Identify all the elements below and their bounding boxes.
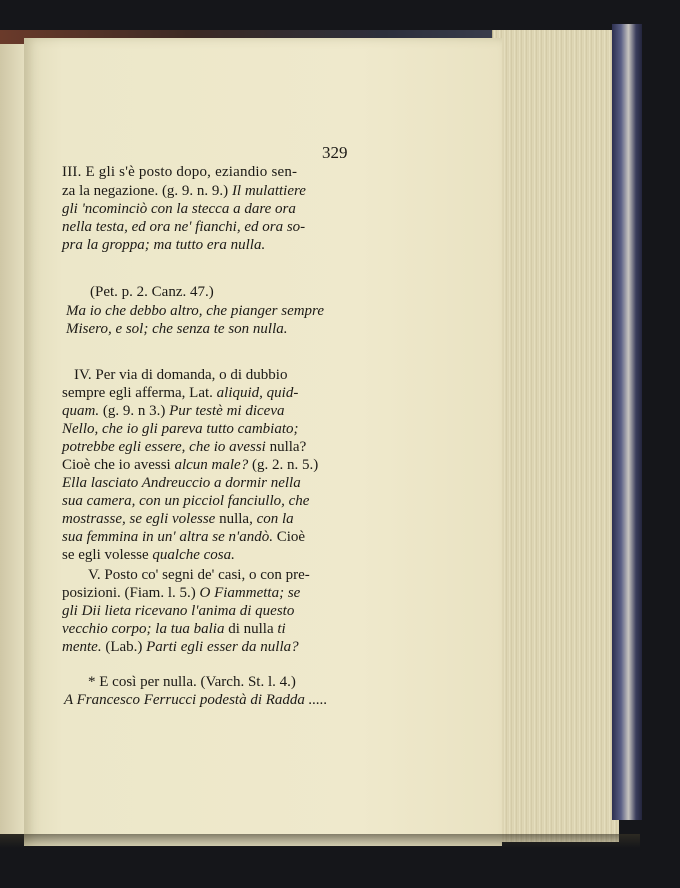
section-iv-line-2: sempre egli afferma, Lat. aliquid, quid- [62,385,299,401]
page-block-edges [492,30,619,842]
section-v-line-2: posizioni. (Fiam. l. 5.) O Fiammetta; se [62,585,301,601]
left-page-sliver [0,44,27,834]
section-iv-line-10: sua femmina in un' altra se n'andò. Cioè [62,529,306,545]
section-v-line-4: vecchio corpo; la tua balia di nulla ti [62,621,286,637]
quote-reference: (Pet. p. 2. Canz. 47.) [90,284,214,300]
footnote-line-2: A Francesco Ferrucci podestà di Radda ..... [64,692,328,708]
section-iv-line-6: Cioè che io avessi alcun male? (g. 2. n. 5.) [62,457,319,473]
quote-verse-1: Ma io che debbo altro, che pianger sempre [66,303,324,319]
section-iv-line-5: potrebbe egli essere, che io avessi nulla? [62,439,307,455]
section-iv-line-11: se egli volesse qualche cosa. [62,547,235,563]
bottom-shadow [0,834,640,848]
section-iii-line-4: nella testa, ed ora ne' fianchi, ed ora so- [62,219,306,235]
section-v-line-5: mente. (Lab.) Parti egli esser da nulla? [62,639,299,655]
footnote-line-1: * E così per nulla. (Varch. St. l. 4.) [88,674,296,690]
section-iii-line-2: za la negazione. (g. 9. n. 9.) Il mulattiere [62,183,306,199]
page-number: 329 [322,143,348,162]
section-iv-line-1: IV. Per via di domanda, o di dubbio [74,367,288,383]
section-iii-line-5: pra la groppa; ma tutto era nulla. [62,237,266,253]
section-v-line-1: V. Posto co' segni de' casi, o con pre- [88,567,310,583]
section-iii-line-1: III. E gli s'è posto dopo, eziandio sen- [62,164,298,180]
section-iv-line-8: sua camera, con un picciol fanciullo, che [62,493,310,509]
section-iv-line-7: Ella lasciato Andreuccio a dormir nella [62,475,301,491]
section-iv-line-3: quam. (g. 9. n 3.) Pur testè mi diceva [62,403,285,419]
section-v-line-3: gli Dii lieta ricevano l'anima di questo [62,603,295,619]
section-iii-line-3: gli 'ncominciò con la stecca a dare ora [62,201,296,217]
section-iv-line-9: mostrasse, se egli volesse nulla, con la [62,511,294,527]
quote-verse-2: Misero, e sol; che senza te son nulla. [66,321,288,337]
section-iv-line-4: Nello, che io gli pareva tutto cambiato; [62,421,299,437]
book-spine [612,24,642,820]
